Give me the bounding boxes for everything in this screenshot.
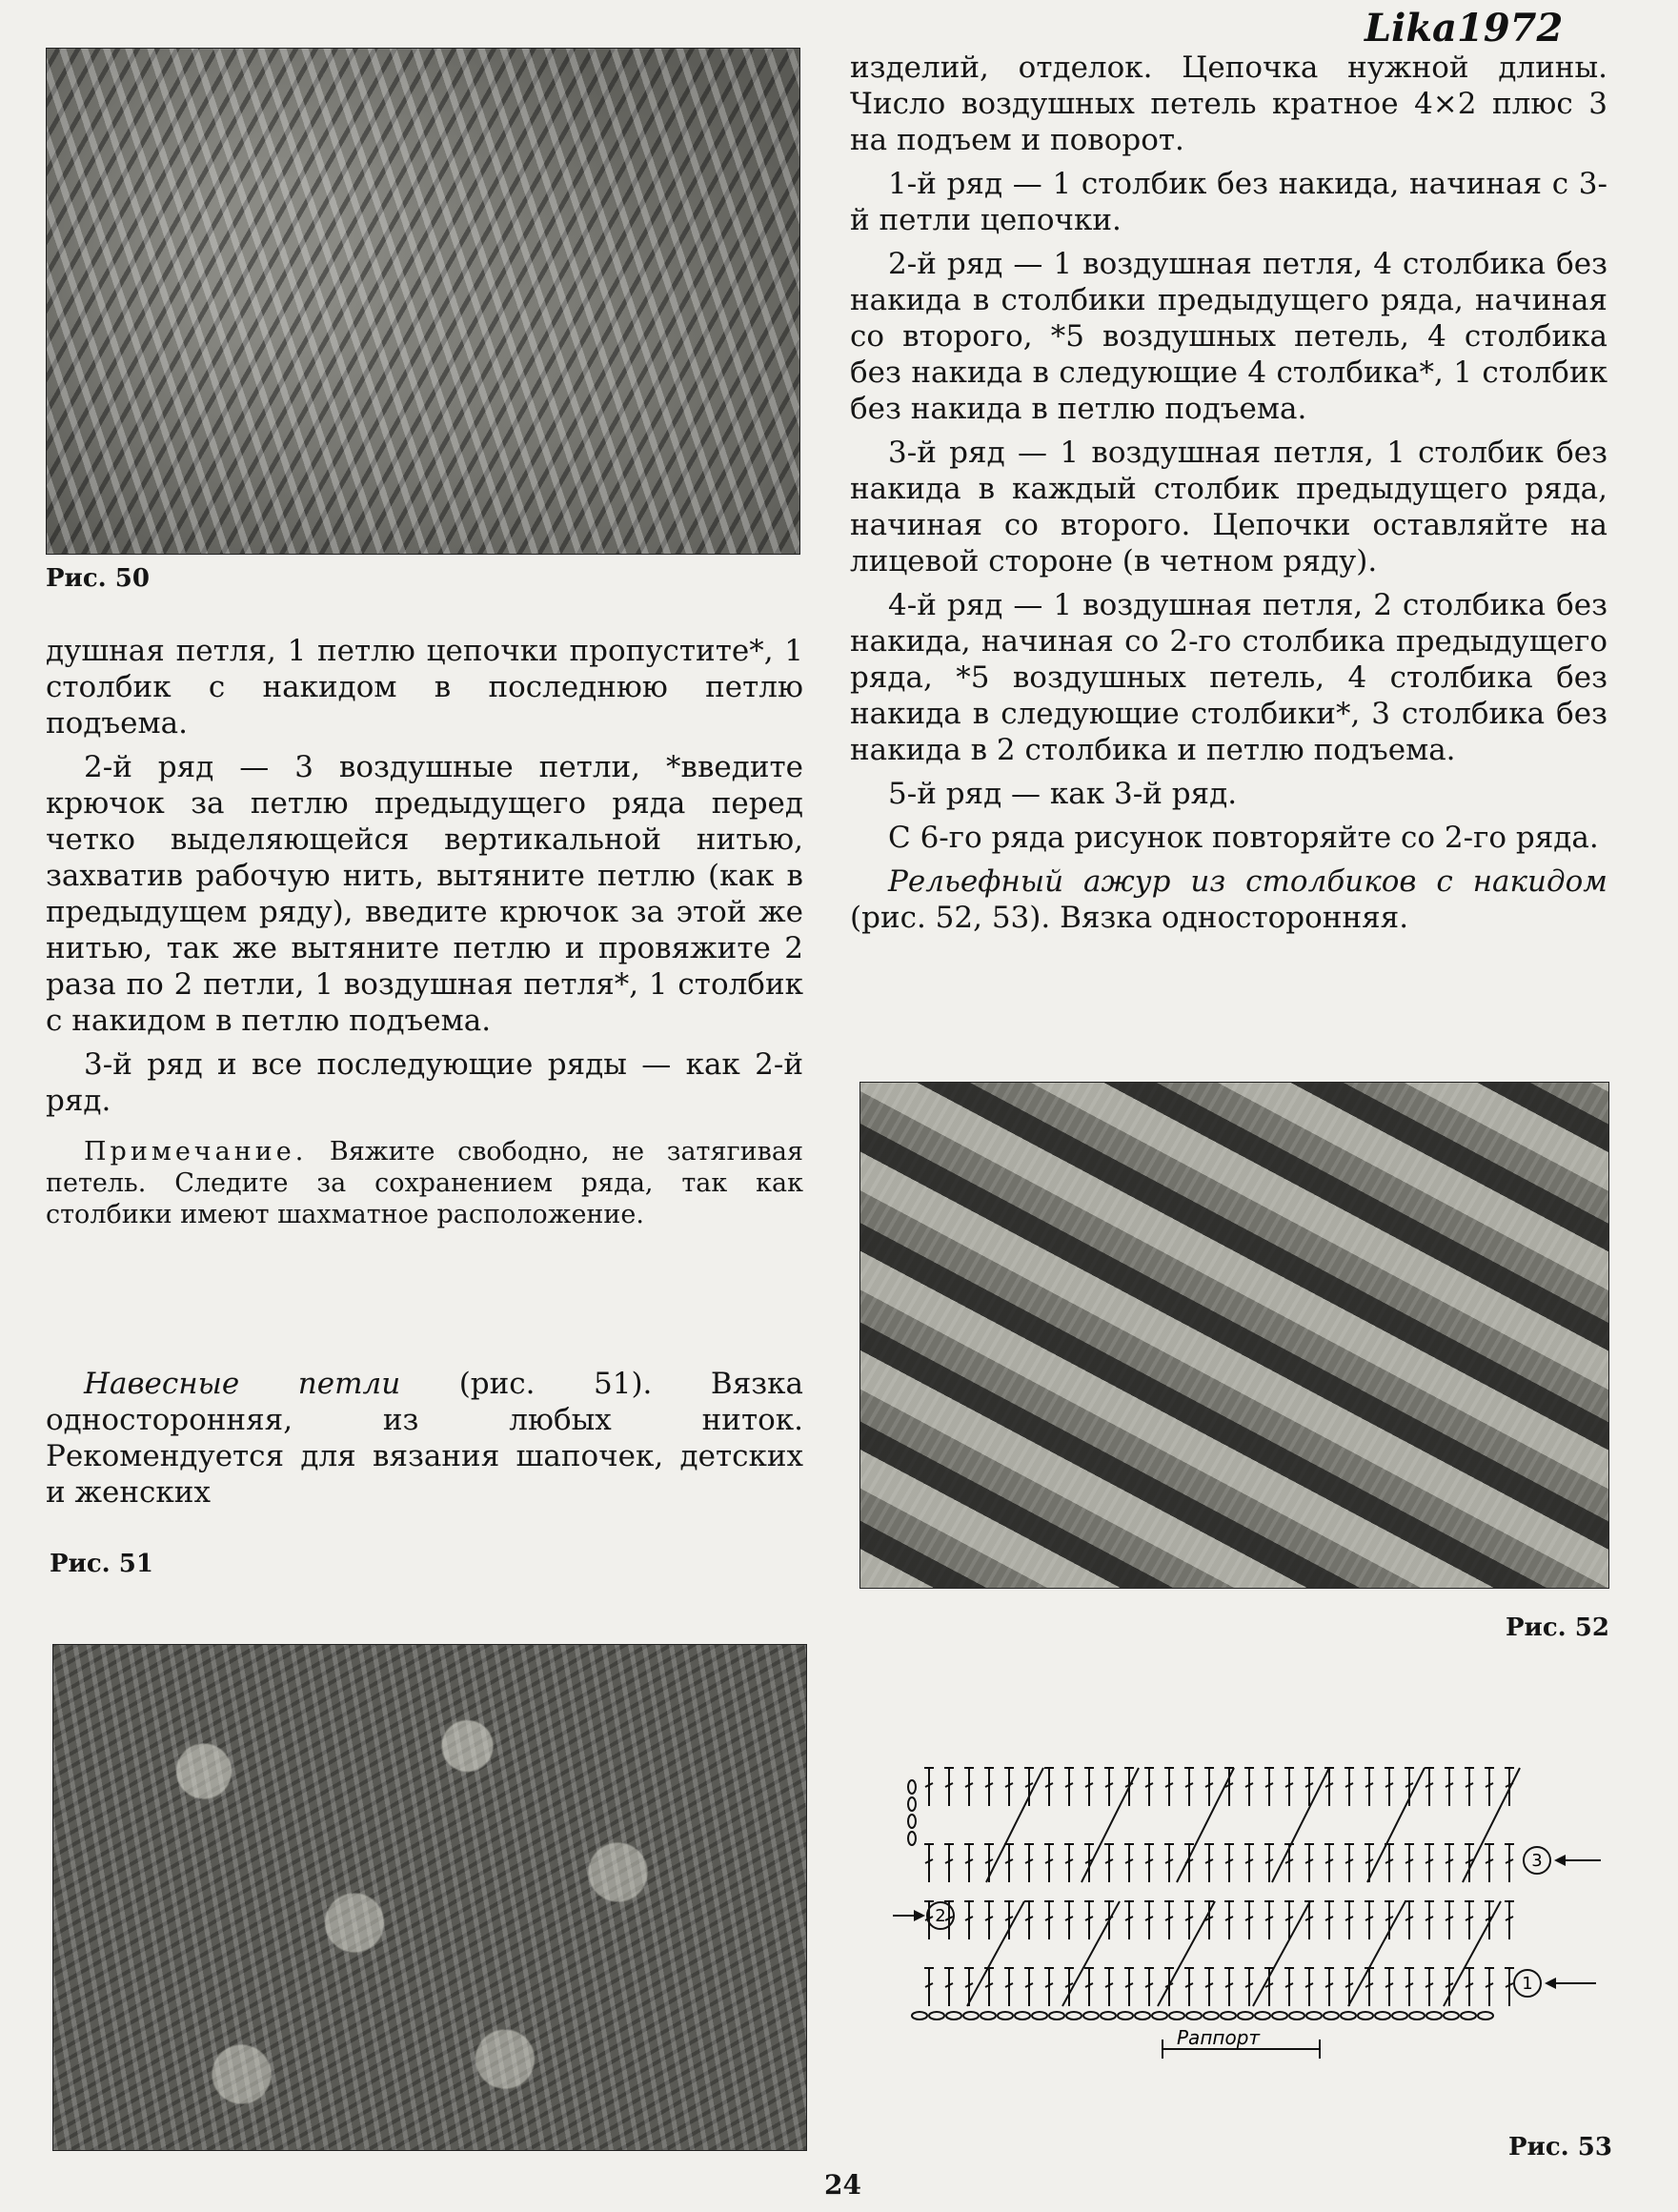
chain-stitch <box>912 2012 927 2019</box>
section-text: (рис. 52, 53). Вязка односторонняя. <box>850 901 1409 935</box>
photo-fig-52-knit-sample <box>859 1082 1609 1589</box>
paragraph: изделий, отделок. Цепочка нужной длины. Число воздушных петель кратное 4×2 плюс 3 на подъем и поворот. <box>850 51 1607 157</box>
section-text: (рис. 51). Вязка односторонняя, из любых ниток. Рекомендуется для вязания шапочек, детских и женских <box>46 1367 804 1510</box>
row-marker-1-label: 1 <box>1522 1974 1533 1994</box>
chain-stitch <box>908 1780 916 1794</box>
chain-stitch <box>1083 2012 1099 2019</box>
chain-stitch <box>1221 2012 1236 2019</box>
chain-stitch <box>1478 2012 1493 2019</box>
section-nav-loops <box>46 1366 803 1518</box>
chain-loop-diagonal <box>1158 1901 1215 2006</box>
repeat-bracket <box>1162 2026 1320 2059</box>
chain-stitch <box>1015 2012 1030 2019</box>
chain-stitch <box>1118 2012 1133 2019</box>
caption-fig-52: Рис. 52 <box>1506 1613 1609 1642</box>
photo-fig-50-knit-sample <box>46 48 800 555</box>
chain-stitch <box>1238 2012 1253 2019</box>
chain-stitch <box>963 2012 979 2019</box>
chain-stitch <box>1135 2012 1150 2019</box>
chain-loop-diagonal <box>1177 1768 1234 1882</box>
chain-stitch <box>1341 2012 1356 2019</box>
chain-stitch <box>1289 2012 1304 2019</box>
chain-loop-diagonal <box>1272 1768 1329 1882</box>
paragraph: 4-й ряд — 1 воздушная петля, 2 столбика без накида, начиная со 2-го столбика предыдущего ряда, *5 воздушных петель, 4 столбика без накида в следующие столбики*, 3 столбика без накида в 2 столбика и петлю подъема. <box>850 588 1607 767</box>
section-title: Навесные петли <box>84 1367 401 1401</box>
paragraph: 2-й ряд — 1 воздушная петля, 4 столбика без накида в столбики предыдущего ряда, начиная со второго, *5 воздушных петель, 4 столбика без накида в следующие 4 столбика*, 1 столбик без накида в петлю подъема. <box>850 247 1607 426</box>
chain-stitch <box>1101 2012 1116 2019</box>
chain-stitch <box>929 2012 944 2019</box>
chain-stitch <box>1444 2012 1459 2019</box>
paragraph: 3-й ряд и все последующие ряды — как 2-й ряд. <box>46 1047 803 1118</box>
chain-stitch <box>1426 2012 1442 2019</box>
row-marker-3 <box>1524 1847 1601 1874</box>
paragraph: С 6-го ряда рисунок повторяйте со 2-го ряда. <box>888 821 1599 855</box>
diagram-chain-rows <box>908 1768 1520 2019</box>
watermark: Lika1972 <box>1365 6 1564 51</box>
chain-stitch <box>1203 2012 1219 2019</box>
caption-fig-50: Рис. 50 <box>46 564 150 593</box>
chain-stitch <box>981 2012 996 2019</box>
paragraph: 2-й ряд — 3 воздушные петли, *введите крючок за петлю предыдущего ряда перед четко выделяющейся вертикальной нитью, захватив рабочую нить, вытяните петлю (как в предыдущем ряду), введите крючок за этой же нитью, так же вытяните петлю и провяжите 2 раза по 2 петли, 1 воздушная петля*, 1 столбик с накидом в петлю подъема. <box>46 750 803 1038</box>
paragraph: 3-й ряд — 1 воздушная петля, 1 столбик без накида в каждый столбик предыдущего ряда, начиная со второго. Цепочки оставляйте на лицевой стороне (в четном ряду). <box>850 436 1607 578</box>
chain-loop-diagonal <box>1367 1768 1425 1882</box>
crochet-diagram-fig-53 <box>891 1730 1615 2111</box>
note-label: Примечание. <box>84 1137 308 1167</box>
note-paragraph <box>46 1136 803 1230</box>
chain-stitch <box>908 1832 916 1845</box>
caption-fig-53: Рис. 53 <box>1508 2133 1612 2161</box>
repeat-label: Раппорт <box>1177 2026 1261 2049</box>
chain-stitch <box>1358 2012 1373 2019</box>
chain-stitch <box>1392 2012 1407 2019</box>
chain-stitch <box>1066 2012 1082 2019</box>
section-paragraph <box>46 1366 803 1511</box>
chain-stitch <box>1049 2012 1064 2019</box>
page-number: 24 <box>824 2169 861 2201</box>
paragraph: 1-й ряд — 1 столбик без накида, начиная с 3-й петли цепочки. <box>850 167 1607 237</box>
chain-stitch <box>1255 2012 1270 2019</box>
chain-stitch <box>908 1797 916 1811</box>
left-column-text <box>46 633 803 1238</box>
chain-stitch <box>1324 2012 1339 2019</box>
section-title: Рельефный ажур из столбиков с накидом <box>888 864 1607 899</box>
chain-stitch <box>946 2012 961 2019</box>
chain-stitch <box>1032 2012 1047 2019</box>
chain-loop-diagonal <box>1253 1901 1310 2006</box>
row-marker-2-label: 2 <box>935 1906 946 1926</box>
caption-fig-51: Рис. 51 <box>50 1550 153 1578</box>
section-paragraph <box>850 863 1607 936</box>
photo-fig-51-knit-sample <box>52 1644 807 2151</box>
chain-stitch <box>998 2012 1013 2019</box>
chain-stitch <box>1375 2012 1390 2019</box>
chain-stitch <box>908 1815 916 1828</box>
chain-stitch <box>1306 2012 1322 2019</box>
chain-stitch <box>1169 2012 1184 2019</box>
chain-stitch <box>1461 2012 1476 2019</box>
chain-loop-diagonal <box>986 1768 1043 1882</box>
paragraph: 5-й ряд — как 3-й ряд. <box>888 777 1238 811</box>
chain-stitch <box>1409 2012 1425 2019</box>
note-text: Вяжите свободно, не затягивая петель. Следите за сохранением ряда, так как столбики имеют шахматное расположение. <box>46 1137 803 1229</box>
chain-loop-diagonal <box>967 1901 1024 2006</box>
chain-loop-diagonal <box>1348 1901 1405 2006</box>
right-column-text <box>850 50 1607 944</box>
chain-stitch <box>1186 2012 1202 2019</box>
paragraph: душная петля, 1 петлю цепочки пропустите*, 1 столбик с накидом в последнюю петлю подъема. <box>46 634 803 741</box>
chain-stitch <box>1152 2012 1167 2019</box>
row-marker-1 <box>1514 1970 1596 1997</box>
row-marker-3-label: 3 <box>1531 1851 1543 1871</box>
chain-stitch <box>1272 2012 1287 2019</box>
row-marker-2 <box>893 1902 954 1929</box>
